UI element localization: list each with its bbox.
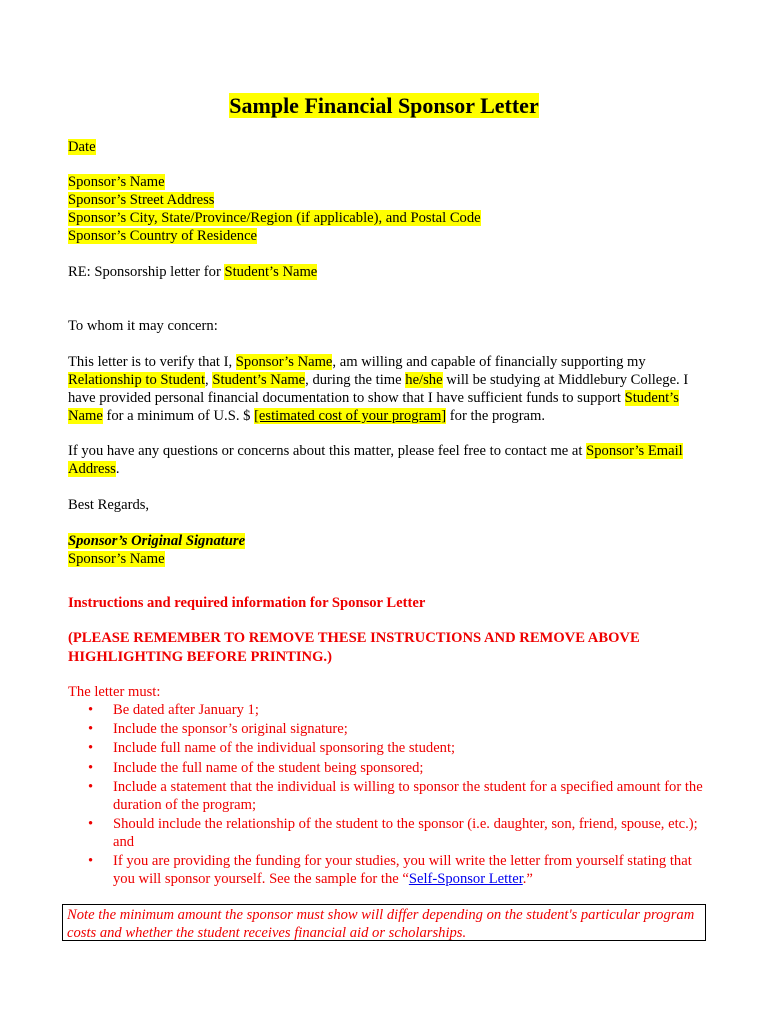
body1-text-1: This letter is to verify that I,: [68, 354, 236, 370]
body1-relationship-placeholder: Relationship to Student: [68, 372, 206, 388]
bullet-icon: •: [88, 853, 94, 870]
bullet-icon: •: [88, 759, 94, 776]
list-item-text-end: .”: [522, 871, 533, 888]
signature-name-line: [68, 550, 165, 568]
list-item: [68, 852, 708, 888]
body-paragraph-1: [68, 353, 708, 425]
sponsor-name-placeholder: Sponsor’s Name: [68, 174, 165, 190]
body1-text-7: for the program.: [446, 408, 546, 424]
list-item-text: Include the full name of the student being sponsored;: [113, 759, 424, 776]
sponsor-city-line: [68, 209, 481, 227]
list-item: [68, 759, 708, 777]
date-placeholder: Date: [68, 139, 96, 155]
body1-cost-placeholder: [estimated cost of your program]: [254, 408, 447, 424]
list-item-text: Include the sponsor’s original signature;: [113, 721, 348, 738]
sponsor-country-placeholder: Sponsor’s Country of Residence: [68, 228, 258, 244]
page-title-text: Sample Financial Sponsor Letter: [229, 93, 539, 118]
date-line: [68, 138, 96, 156]
signature-line: [68, 532, 245, 550]
body2-email-placeholder: Sponsor’s Email Address: [68, 443, 683, 477]
list-item-text: Include a statement that the individual is willing to sponsor the student for a specified amount for the duration of the program;: [113, 778, 703, 813]
signature-placeholder: Sponsor’s Original Signature: [68, 533, 246, 549]
re-prefix: RE: Sponsorship letter for: [68, 264, 225, 280]
body2-text-1: If you have any questions or concerns about this matter, please feel free to contact me at: [68, 443, 587, 459]
letter-must-label: The letter must:: [68, 684, 161, 700]
body1-sponsor-placeholder: Sponsor’s Name: [235, 354, 333, 370]
sponsor-street-placeholder: Sponsor’s Street Address: [68, 192, 215, 208]
re-line: [68, 263, 317, 281]
self-sponsor-letter-link[interactable]: Self-Sponsor Letter: [408, 871, 523, 888]
note-box: Note the minimum amount the sponsor must show will differ depending on the student's particular program costs and whether the student receives financial aid or scholarships.: [62, 904, 706, 941]
bullet-icon: •: [88, 815, 94, 832]
bullet-icon: •: [88, 778, 94, 795]
body1-text-6: for a minimum of U.S. $: [102, 408, 255, 424]
body1-pronoun-placeholder: he/she: [405, 372, 443, 388]
sponsor-street-line: [68, 191, 214, 209]
list-item: [68, 701, 708, 719]
list-item-text: Include full name of the individual sponsoring the student;: [113, 740, 456, 757]
sponsor-name-line: [68, 173, 165, 191]
body1-text-3: ,: [205, 372, 213, 388]
sponsor-country-line: [68, 227, 257, 245]
signature-name-placeholder: Sponsor’s Name: [68, 551, 165, 567]
reminder-notice: (PLEASE REMEMBER TO REMOVE THESE INSTRUCTIONS AND REMOVE ABOVE HIGHLIGHTING BEFORE PRINTING.): [68, 630, 640, 665]
list-item: [68, 778, 708, 814]
body1-text-2: , am willing and capable of financially supporting my: [332, 354, 646, 370]
list-item-text: If you are providing the funding for your studies, you will write the letter from yourself stating that you will sponsor yourself. See the sample for the “: [113, 853, 692, 888]
body1-text-5: will be studying at Middlebury College. I have provided personal financial documentation to show that I have sufficient funds to support: [68, 372, 689, 406]
list-item-text: Should include the relationship of the student to the sponsor (i.e. daughter, son, friend, spouse, etc.); and: [113, 815, 698, 850]
list-item: [68, 815, 708, 851]
closing: Best Regards,: [68, 497, 150, 513]
requirements-list: [68, 701, 708, 889]
re-student-placeholder: Student’s Name: [224, 264, 318, 280]
salutation: To whom it may concern:: [68, 318, 218, 334]
body1-student-placeholder: Student’s Name: [212, 372, 306, 388]
body-paragraph-2: [68, 442, 708, 478]
bullet-icon: •: [88, 721, 94, 738]
list-item: [68, 739, 708, 757]
sponsor-city-placeholder: Sponsor’s City, State/Province/Region (if applicable), and Postal Code: [68, 210, 481, 226]
body2-text-2: .: [115, 461, 120, 477]
bullet-icon: •: [88, 702, 94, 718]
list-item: [68, 720, 708, 738]
bullet-icon: •: [88, 740, 94, 757]
body1-student-placeholder-2: Student’s Name: [68, 390, 679, 424]
list-item-text: Be dated after January 1;: [113, 702, 259, 718]
body1-text-4: , during the time: [305, 372, 406, 388]
page-title: [0, 92, 768, 120]
instructions-heading: Instructions and required information for Sponsor Letter: [68, 595, 426, 611]
